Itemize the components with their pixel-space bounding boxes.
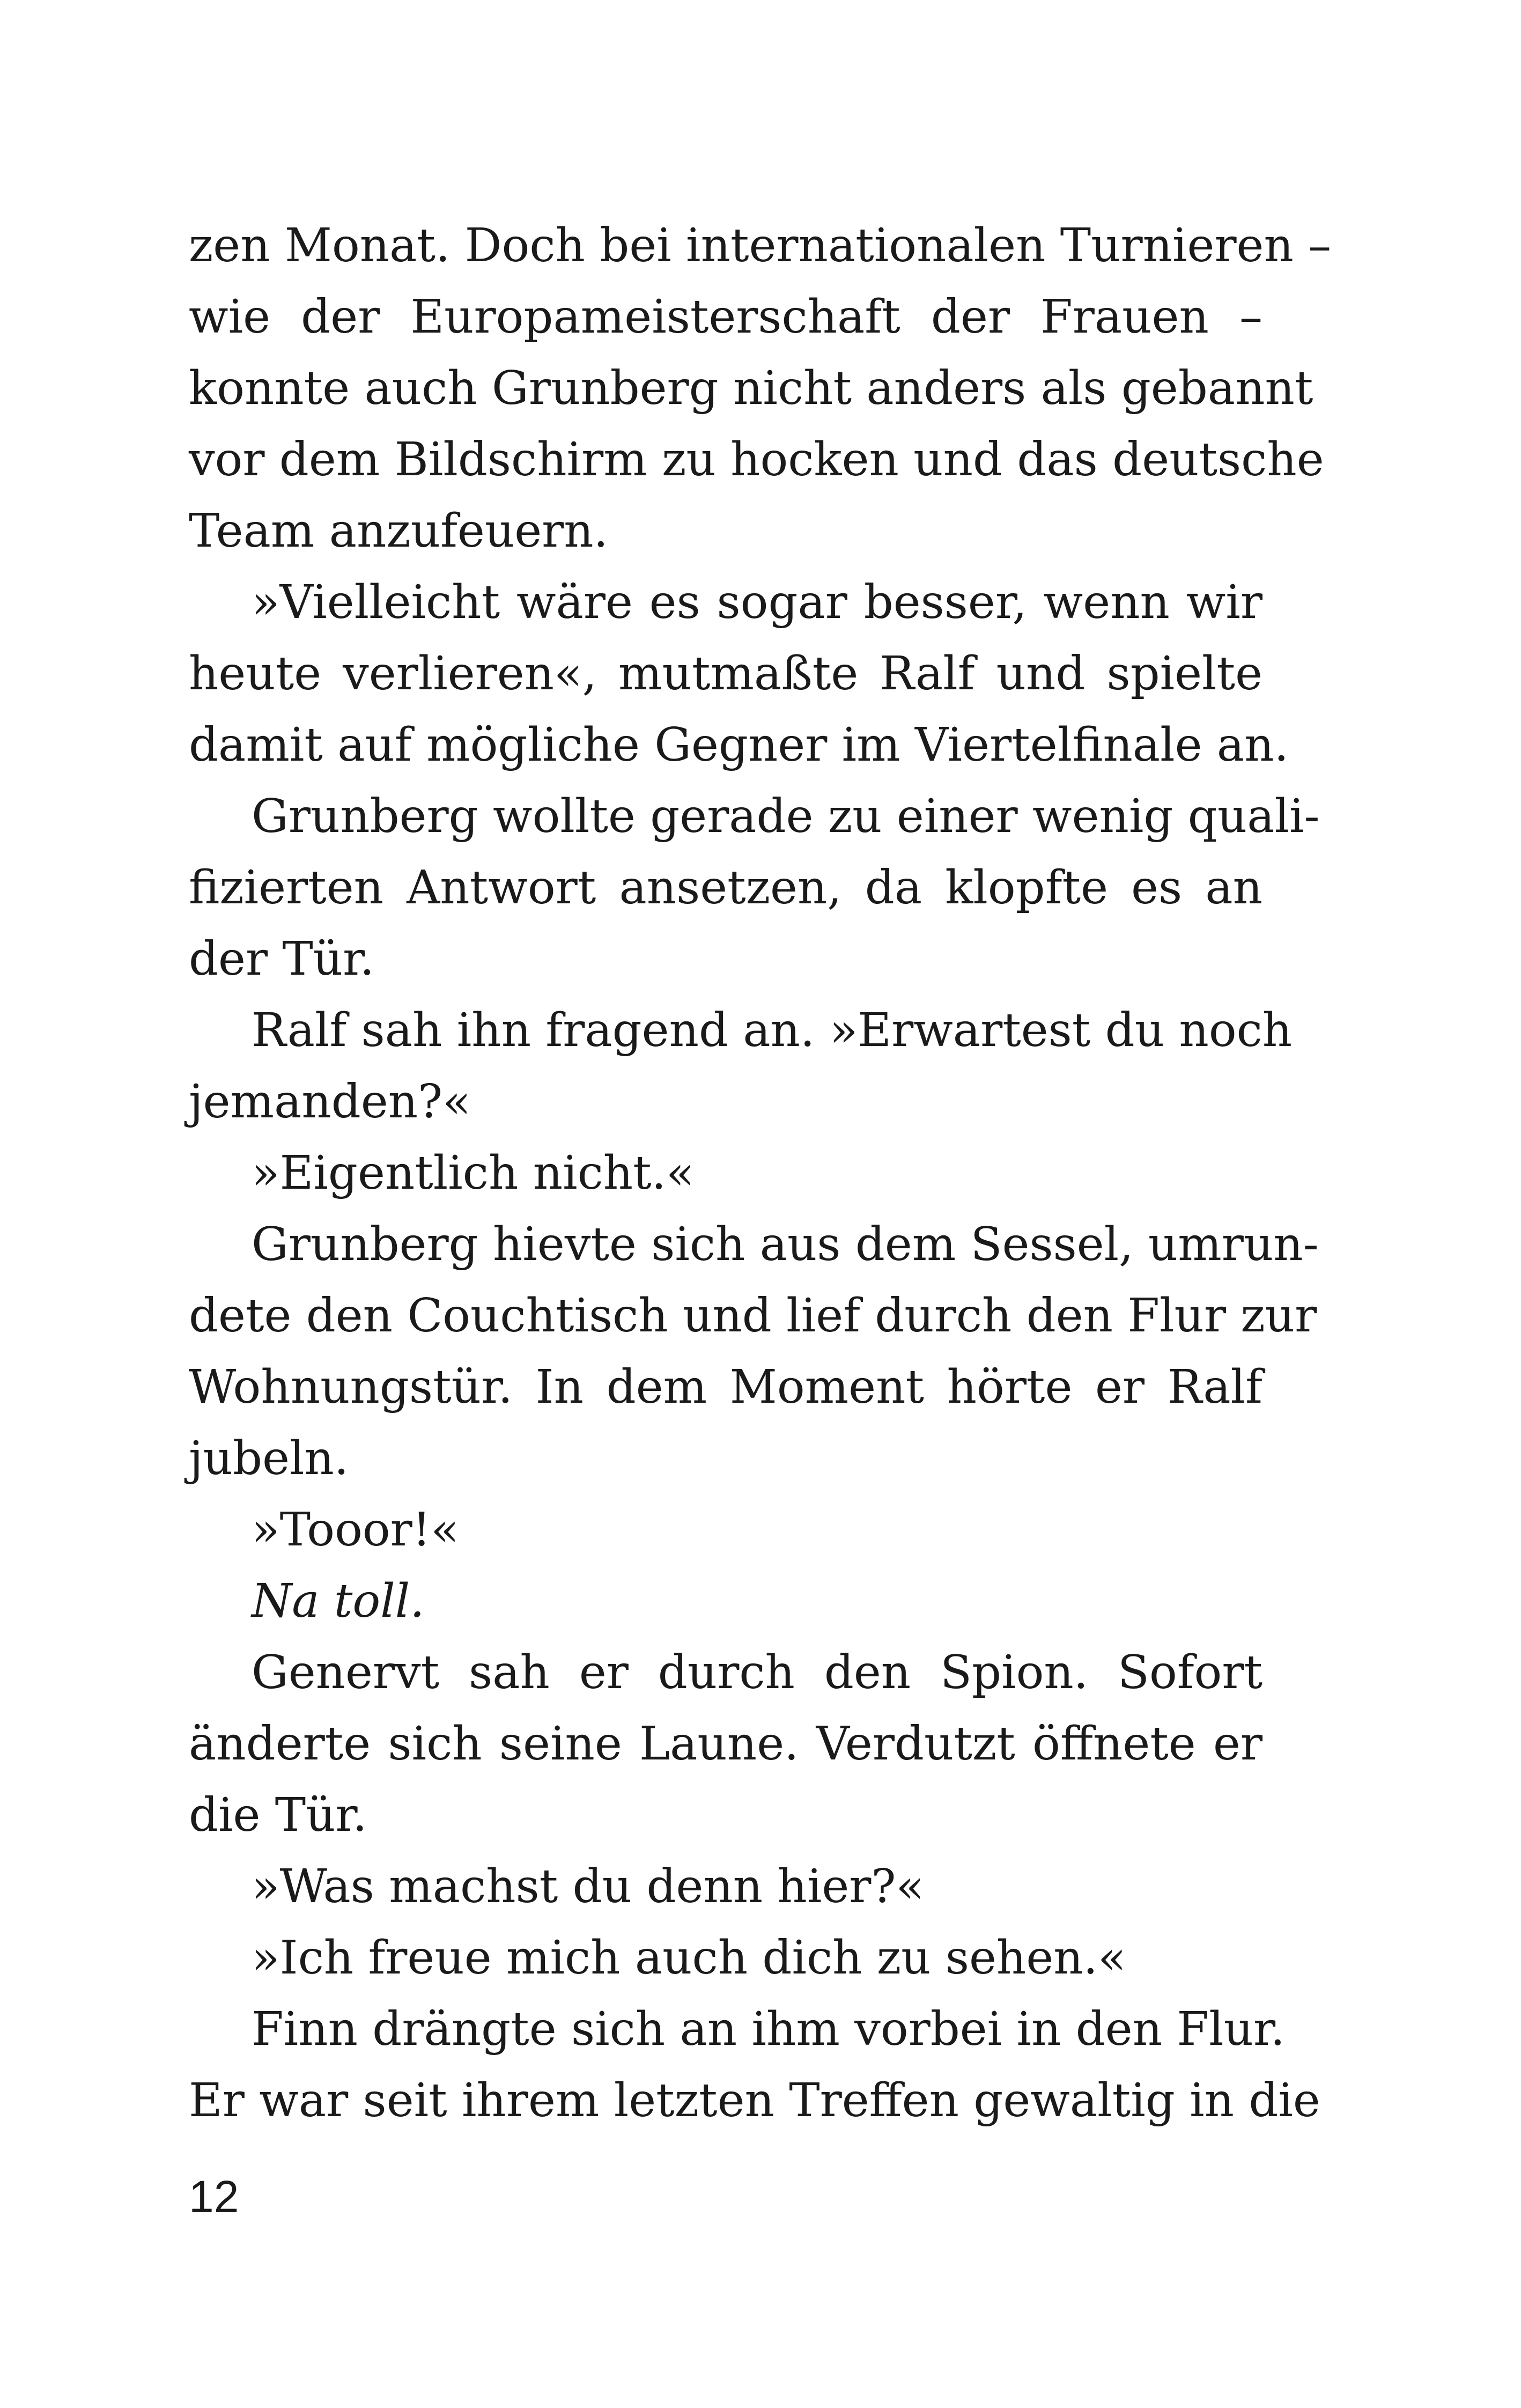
text-line: Er war seit ihrem letzten Treffen gewaltig in die bbox=[189, 2074, 1320, 2127]
text-line: Na toll. bbox=[252, 1574, 425, 1628]
text-line: Wohnungstür. In dem Moment hörte er Ralf bbox=[189, 1360, 1262, 1414]
text-line: Grunberg hievte sich aus dem Sessel, umrun- bbox=[252, 1218, 1319, 1271]
text-line: »Ich freue mich auch dich zu sehen.« bbox=[252, 1931, 1126, 1985]
text-line: »Tooor!« bbox=[252, 1503, 459, 1557]
text-line: änderte sich seine Laune. Verdutzt öffnete er bbox=[189, 1717, 1262, 1771]
page-number: 12 bbox=[189, 2171, 239, 2222]
text-line: Team anzufeuern. bbox=[189, 504, 608, 558]
text-line: heute verlieren«, mutmaßte Ralf und spielte bbox=[189, 647, 1262, 701]
text-line: Ralf sah ihn fragend an. »Erwartest du noch bbox=[252, 1004, 1293, 1057]
text-line: fizierten Antwort ansetzen, da klopfte es an bbox=[189, 861, 1262, 915]
text-line: konnte auch Grunberg nicht anders als gebannt bbox=[189, 362, 1313, 415]
text-line: der Tür. bbox=[189, 932, 375, 986]
text-line: jemanden?« bbox=[189, 1075, 471, 1129]
book-page-text bbox=[189, 210, 1332, 2137]
text-line: Grunberg wollte gerade zu einer wenig quali- bbox=[252, 790, 1320, 843]
text-line: »Vielleicht wäre es sogar besser, wenn wir bbox=[252, 576, 1262, 629]
text-line: »Eigentlich nicht.« bbox=[252, 1146, 695, 1200]
text-line: jubeln. bbox=[189, 1432, 349, 1485]
text-line: »Was machst du denn hier?« bbox=[252, 1860, 925, 1913]
text-line: wie der Europameisterschaft der Frauen – bbox=[189, 290, 1262, 344]
text-line: vor dem Bildschirm zu hocken und das deutsche bbox=[189, 433, 1324, 487]
text-line: Finn drängte sich an ihm vorbei in den Flur. bbox=[252, 2002, 1285, 2056]
text-line: zen Monat. Doch bei internationalen Turnieren – bbox=[189, 219, 1332, 273]
text-line: damit auf mögliche Gegner im Viertelfinale an. bbox=[189, 718, 1289, 772]
text-line: Genervt sah er durch den Spion. Sofort bbox=[252, 1646, 1262, 1699]
text-line: dete den Couchtisch und lief durch den Flur zur bbox=[189, 1289, 1317, 1343]
text-line: die Tür. bbox=[189, 1788, 367, 1842]
